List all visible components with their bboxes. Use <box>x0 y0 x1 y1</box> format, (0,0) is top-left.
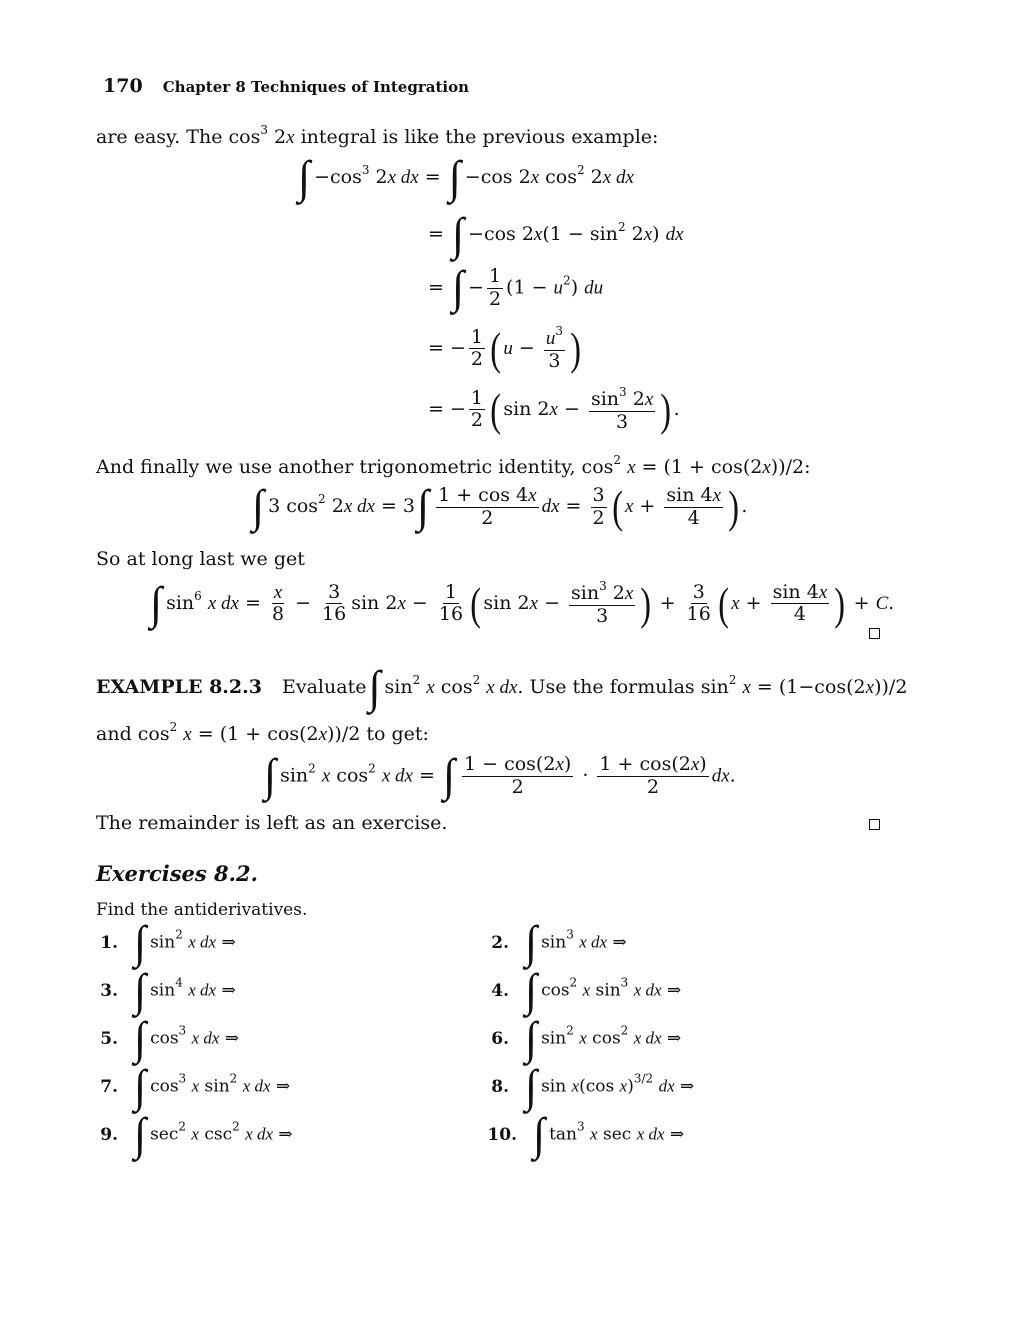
exercise-item: 1. ∫ $\sin^2 x$ dx ⇒ <box>100 916 236 969</box>
cos-identity-equation: ∫ 3 $\cos^2 2x$ dx = 3∫ $\frac{1 + \cos 4x}{2}$ dx = $\frac{3}{2}$ ( x + $\frac{\sin 4x}{4}$ ) . <box>252 480 748 533</box>
remainder-text: The remainder is left as an exercise. <box>96 812 448 834</box>
derivation-line-3: = ∫ − $\frac{1}{2}$ $(1 - u^2)$ du <box>428 262 604 314</box>
exercises-title: Exercises 8.2. <box>96 861 258 886</box>
intro-text: are easy. The $\cos^3 2x$ integral is like the previous example: <box>96 123 659 148</box>
example-label: EXAMPLE 8.2.3 <box>96 676 262 698</box>
finally-text: And finally we use another trigonometric identity, $\cos^2 x = (1 + \cos(2x))/2$: <box>96 453 811 478</box>
page-number: 170 <box>103 75 143 97</box>
derivation-line-1: ∫ $-\cos^3$ 2x dx = ∫ −cos 2x $\cos^2 2x$ dx <box>298 151 634 204</box>
exercise-item: 8. ∫ sin x(cos x)$^{3/2}$ dx ⇒ <box>491 1060 695 1113</box>
exercise-item: 2. ∫ $\sin^3 x$ dx ⇒ <box>491 916 627 969</box>
exercise-item: 4. ∫ $\cos^2 x$ $\sin^3 x$ dx ⇒ <box>491 964 682 1017</box>
exercise-item: 6. ∫ $\sin^2 x$ $\cos^2 x$ dx ⇒ <box>491 1012 682 1065</box>
example-line-1: EXAMPLE 8.2.3 Evaluate∫ $\sin^2 x$ $\cos^2 x$ dx. Use the formulas $\sin^2 x = (1-\cos(2x))/2$ <box>96 661 908 714</box>
example-equation: ∫ $\sin^2 x$ $\cos^2 x$ dx = ∫ $\frac{1 - \cos(2x)}{2}$ · $\frac{1 + \cos(2x)}{2}$ dx. <box>264 750 736 802</box>
derivation-line-5: = − $\frac{1}{2}$ ( sin 2x − $\frac{\sin^3 2x}{3}$ ) . <box>428 383 680 435</box>
qed-box <box>869 819 880 830</box>
final-equation: ∫ $\sin^6 x$ dx = $\frac{x}{8}$ − $\frac{3}{16}$ sin 2x − $\frac{1}{16}$ ( sin 2x − $\frac{\sin^3 2x}{3}$ ) + $\frac{3}{16}$ ( x + $\frac{\sin 4x}{4}$ ) + C. <box>150 577 895 630</box>
exercise-item: 9. ∫ $\sec^2 x$ $\csc^2 x$ dx ⇒ <box>100 1108 293 1161</box>
exercise-item: 7. ∫ $\cos^3 x$ $\sin^2 x$ dx ⇒ <box>100 1060 291 1113</box>
exercises-instruction: Find the antiderivatives. <box>96 900 308 920</box>
running-header <box>103 75 469 97</box>
exercise-item: 3. ∫ $\sin^4 x$ dx ⇒ <box>100 964 236 1017</box>
so-text: So at long last we get <box>96 548 305 570</box>
derivation-line-4: = − $\frac{1}{2}$ ( u − $\frac{u^3}{3}$ ) <box>428 322 581 374</box>
example-line-2: and $\cos^2 x = (1 + \cos(2x))/2$ to get: <box>96 720 429 745</box>
chapter-title: Chapter 8 Techniques of Integration <box>162 78 469 96</box>
exercise-item: 5. ∫ $\cos^3 x$ dx ⇒ <box>100 1012 240 1065</box>
qed-box <box>869 628 880 639</box>
derivation-line-2: = ∫ −cos $2x(1 - \sin^2 2x)$ dx <box>428 208 684 261</box>
exercise-item: 10. ∫ $\tan^3 x$ sec x dx ⇒ <box>487 1108 685 1161</box>
